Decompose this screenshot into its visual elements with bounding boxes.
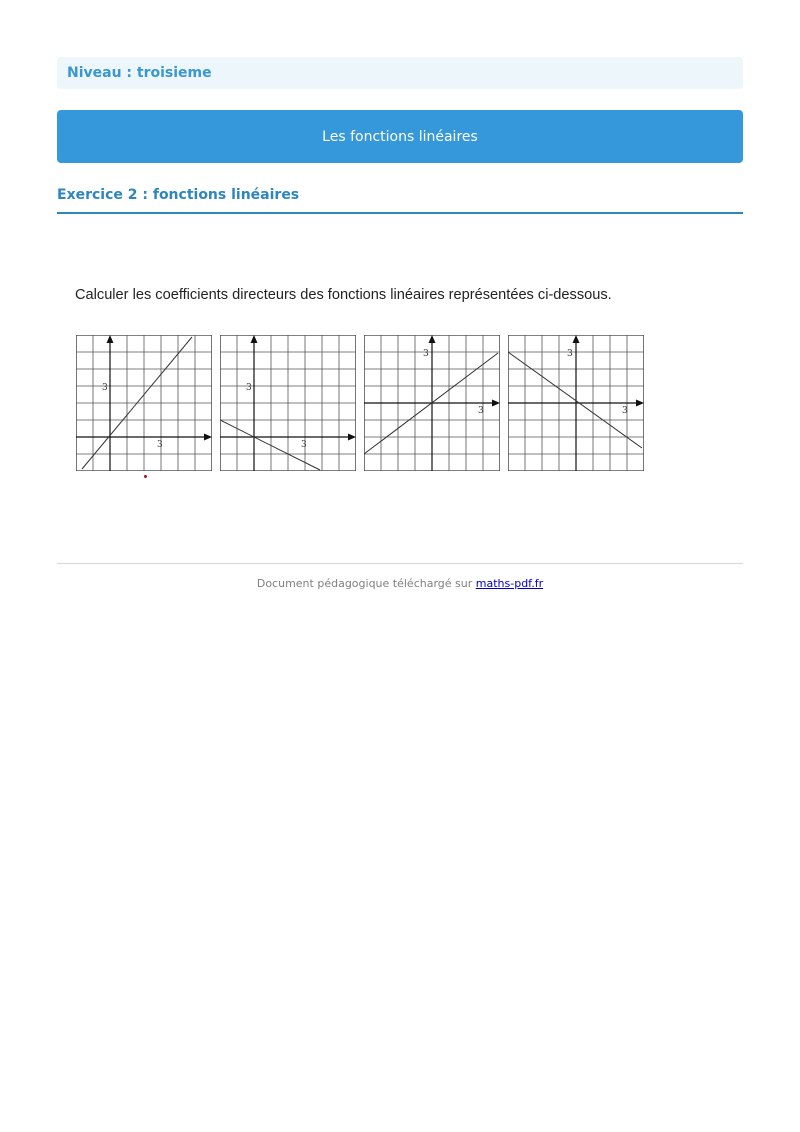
graph-2 bbox=[220, 335, 356, 471]
x-tick-label: 3 bbox=[301, 440, 307, 450]
exercise-title: Exercice 2 : fonctions linéaires bbox=[57, 187, 300, 203]
exercise-divider bbox=[57, 212, 743, 214]
graph-3 bbox=[364, 335, 500, 471]
y-axis-arrow bbox=[573, 335, 580, 343]
y-axis-arrow bbox=[251, 335, 258, 343]
stray-mark bbox=[144, 475, 147, 478]
graph-1 bbox=[76, 335, 212, 471]
y-tick-label: 3 bbox=[567, 349, 573, 359]
footer-text: Document pédagogique téléchargé sur bbox=[256, 577, 473, 590]
y-tick-label: 3 bbox=[246, 383, 252, 393]
page-title-banner: Les fonctions linéaires bbox=[57, 110, 743, 163]
x-tick-label: 3 bbox=[157, 440, 163, 450]
exercise-instruction: Calculer les coefficients directeurs des fonctions linéaires représentées ci-dessous. bbox=[75, 287, 612, 303]
x-axis-arrow bbox=[204, 434, 212, 441]
y-axis-arrow bbox=[429, 335, 436, 343]
level-label: Niveau : troisieme bbox=[57, 57, 743, 89]
x-axis-arrow bbox=[492, 400, 500, 407]
footer-link[interactable]: maths-pdf.fr bbox=[475, 577, 544, 590]
graph-4 bbox=[508, 335, 644, 471]
footer bbox=[57, 576, 743, 592]
x-axis-arrow bbox=[348, 434, 356, 441]
y-tick-label: 3 bbox=[423, 349, 429, 359]
function-line bbox=[508, 352, 642, 448]
x-tick-label: 3 bbox=[478, 406, 484, 416]
x-tick-label: 3 bbox=[622, 406, 628, 416]
x-axis-arrow bbox=[636, 400, 644, 407]
footer-divider bbox=[57, 563, 743, 564]
y-axis-arrow bbox=[107, 335, 114, 343]
y-tick-label: 3 bbox=[102, 383, 108, 393]
